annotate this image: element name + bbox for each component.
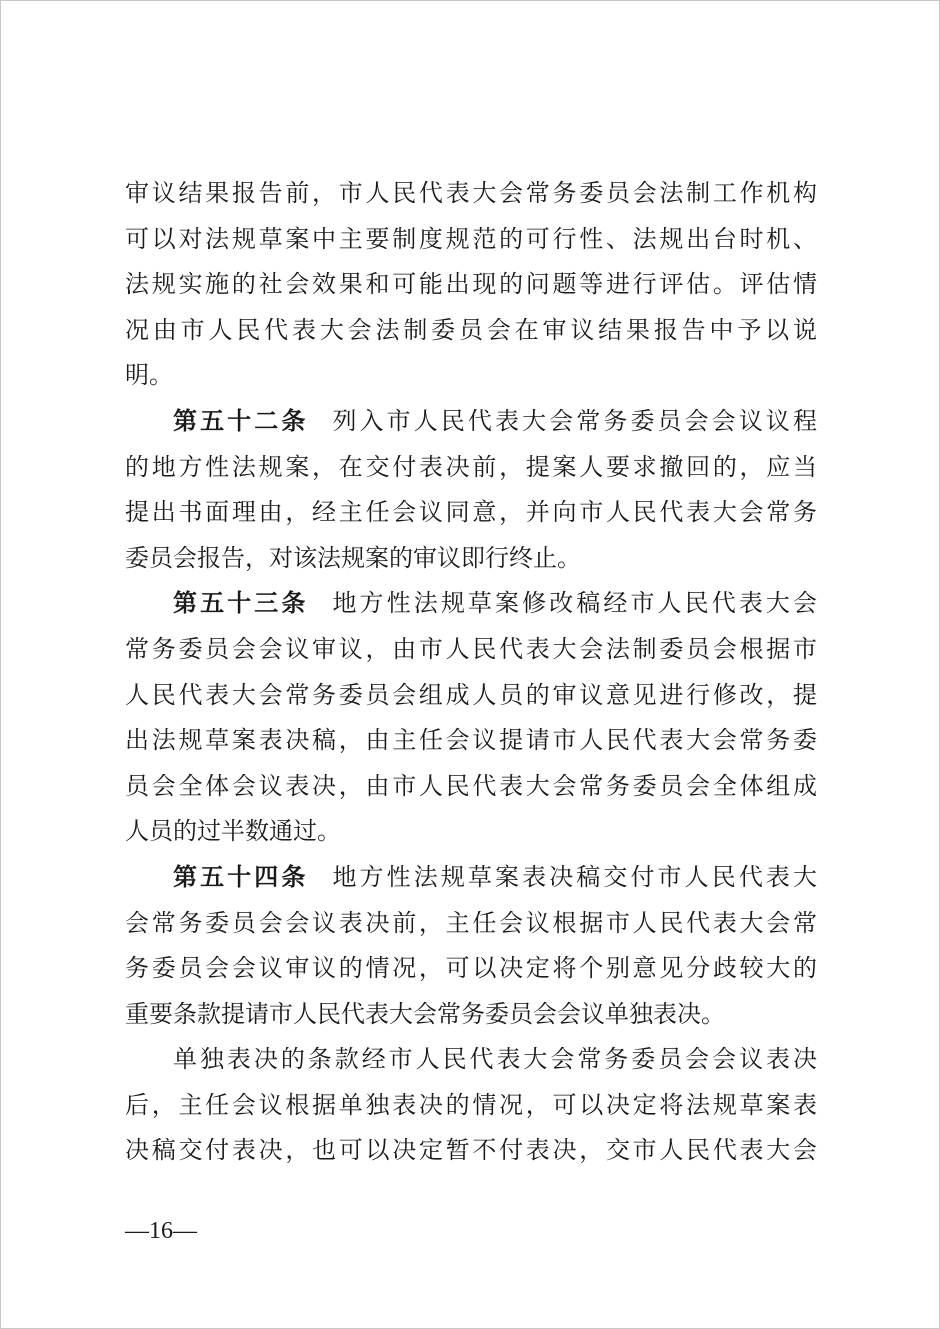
text-line: 地方性法规草案表决稿交付市人民代表大	[332, 862, 818, 891]
text-line: 决稿交付表决，也可以决定暂不付表决，交市人民代表大会	[125, 1136, 817, 1165]
article-heading: 第五十二条	[173, 406, 309, 435]
paragraph-separate-vote	[125, 1037, 817, 1174]
text-line: 务委员会会议审议的情况，可以决定将个别意见分歧较大的	[125, 954, 817, 983]
text-line: 人员的过半数通过。	[125, 817, 341, 846]
text-line: 况由市人民代表大会法制委员会在审议结果报告中予以说	[125, 315, 817, 344]
article-first-line	[125, 399, 817, 445]
text-line: 常务委员会会议审议，由市人民代表大会法制委员会根据市	[125, 634, 817, 663]
text-line: 出法规草案表决稿，由主任会议提请市人民代表大会常务委	[125, 726, 817, 755]
text-line: 地方性法规草案修改稿经市人民代表大会	[332, 589, 818, 618]
text-line: 重要条款提请市人民代表大会常务委员会会议单独表决。	[125, 999, 725, 1028]
page-number: —16—	[125, 1218, 197, 1244]
text-line: 可以对法规草案中主要制度规范的可行性、法规出台时机、	[125, 224, 817, 253]
text-line: 提出书面理由，经主任会议同意，并向市人民代表大会常务	[125, 498, 817, 527]
text-line: 审议结果报告前，市人民代表大会常务委员会法制工作机构	[125, 179, 817, 207]
text-line: 列入市人民代表大会常务委员会会议议程	[332, 406, 818, 435]
text-line: 后，主任会议根据单独表决的情况，可以决定将法规草案表	[125, 1090, 817, 1119]
text-line: 员会全体会议表决，由市人民代表大会常务委员会全体组成	[125, 771, 817, 800]
article-52	[125, 399, 817, 581]
text-line: 会常务委员会会议表决前，主任会议根据市人民代表大会常	[125, 908, 817, 937]
document-body	[125, 171, 817, 1174]
text-line: 的地方性法规案，在交付表决前，提案人要求撤回的，应当	[125, 452, 817, 481]
article-54	[125, 855, 817, 1037]
text-line: 明。	[125, 361, 173, 390]
text-line: 人民代表大会常务委员会组成人员的审议意见进行修改，提	[125, 680, 817, 709]
article-heading: 第五十三条	[173, 589, 309, 618]
article-first-line	[125, 581, 817, 627]
text-line: 单独表决的条款经市人民代表大会常务委员会会议表决	[173, 1045, 817, 1074]
article-first-line	[125, 855, 817, 901]
text-line: 法规实施的社会效果和可能出现的问题等进行评估。评估情	[125, 270, 817, 299]
article-heading: 第五十四条	[173, 862, 309, 891]
text-line: 委员会报告，对该法规案的审议即行终止。	[125, 543, 581, 572]
paragraph-continuation	[125, 171, 817, 399]
article-53	[125, 581, 817, 855]
